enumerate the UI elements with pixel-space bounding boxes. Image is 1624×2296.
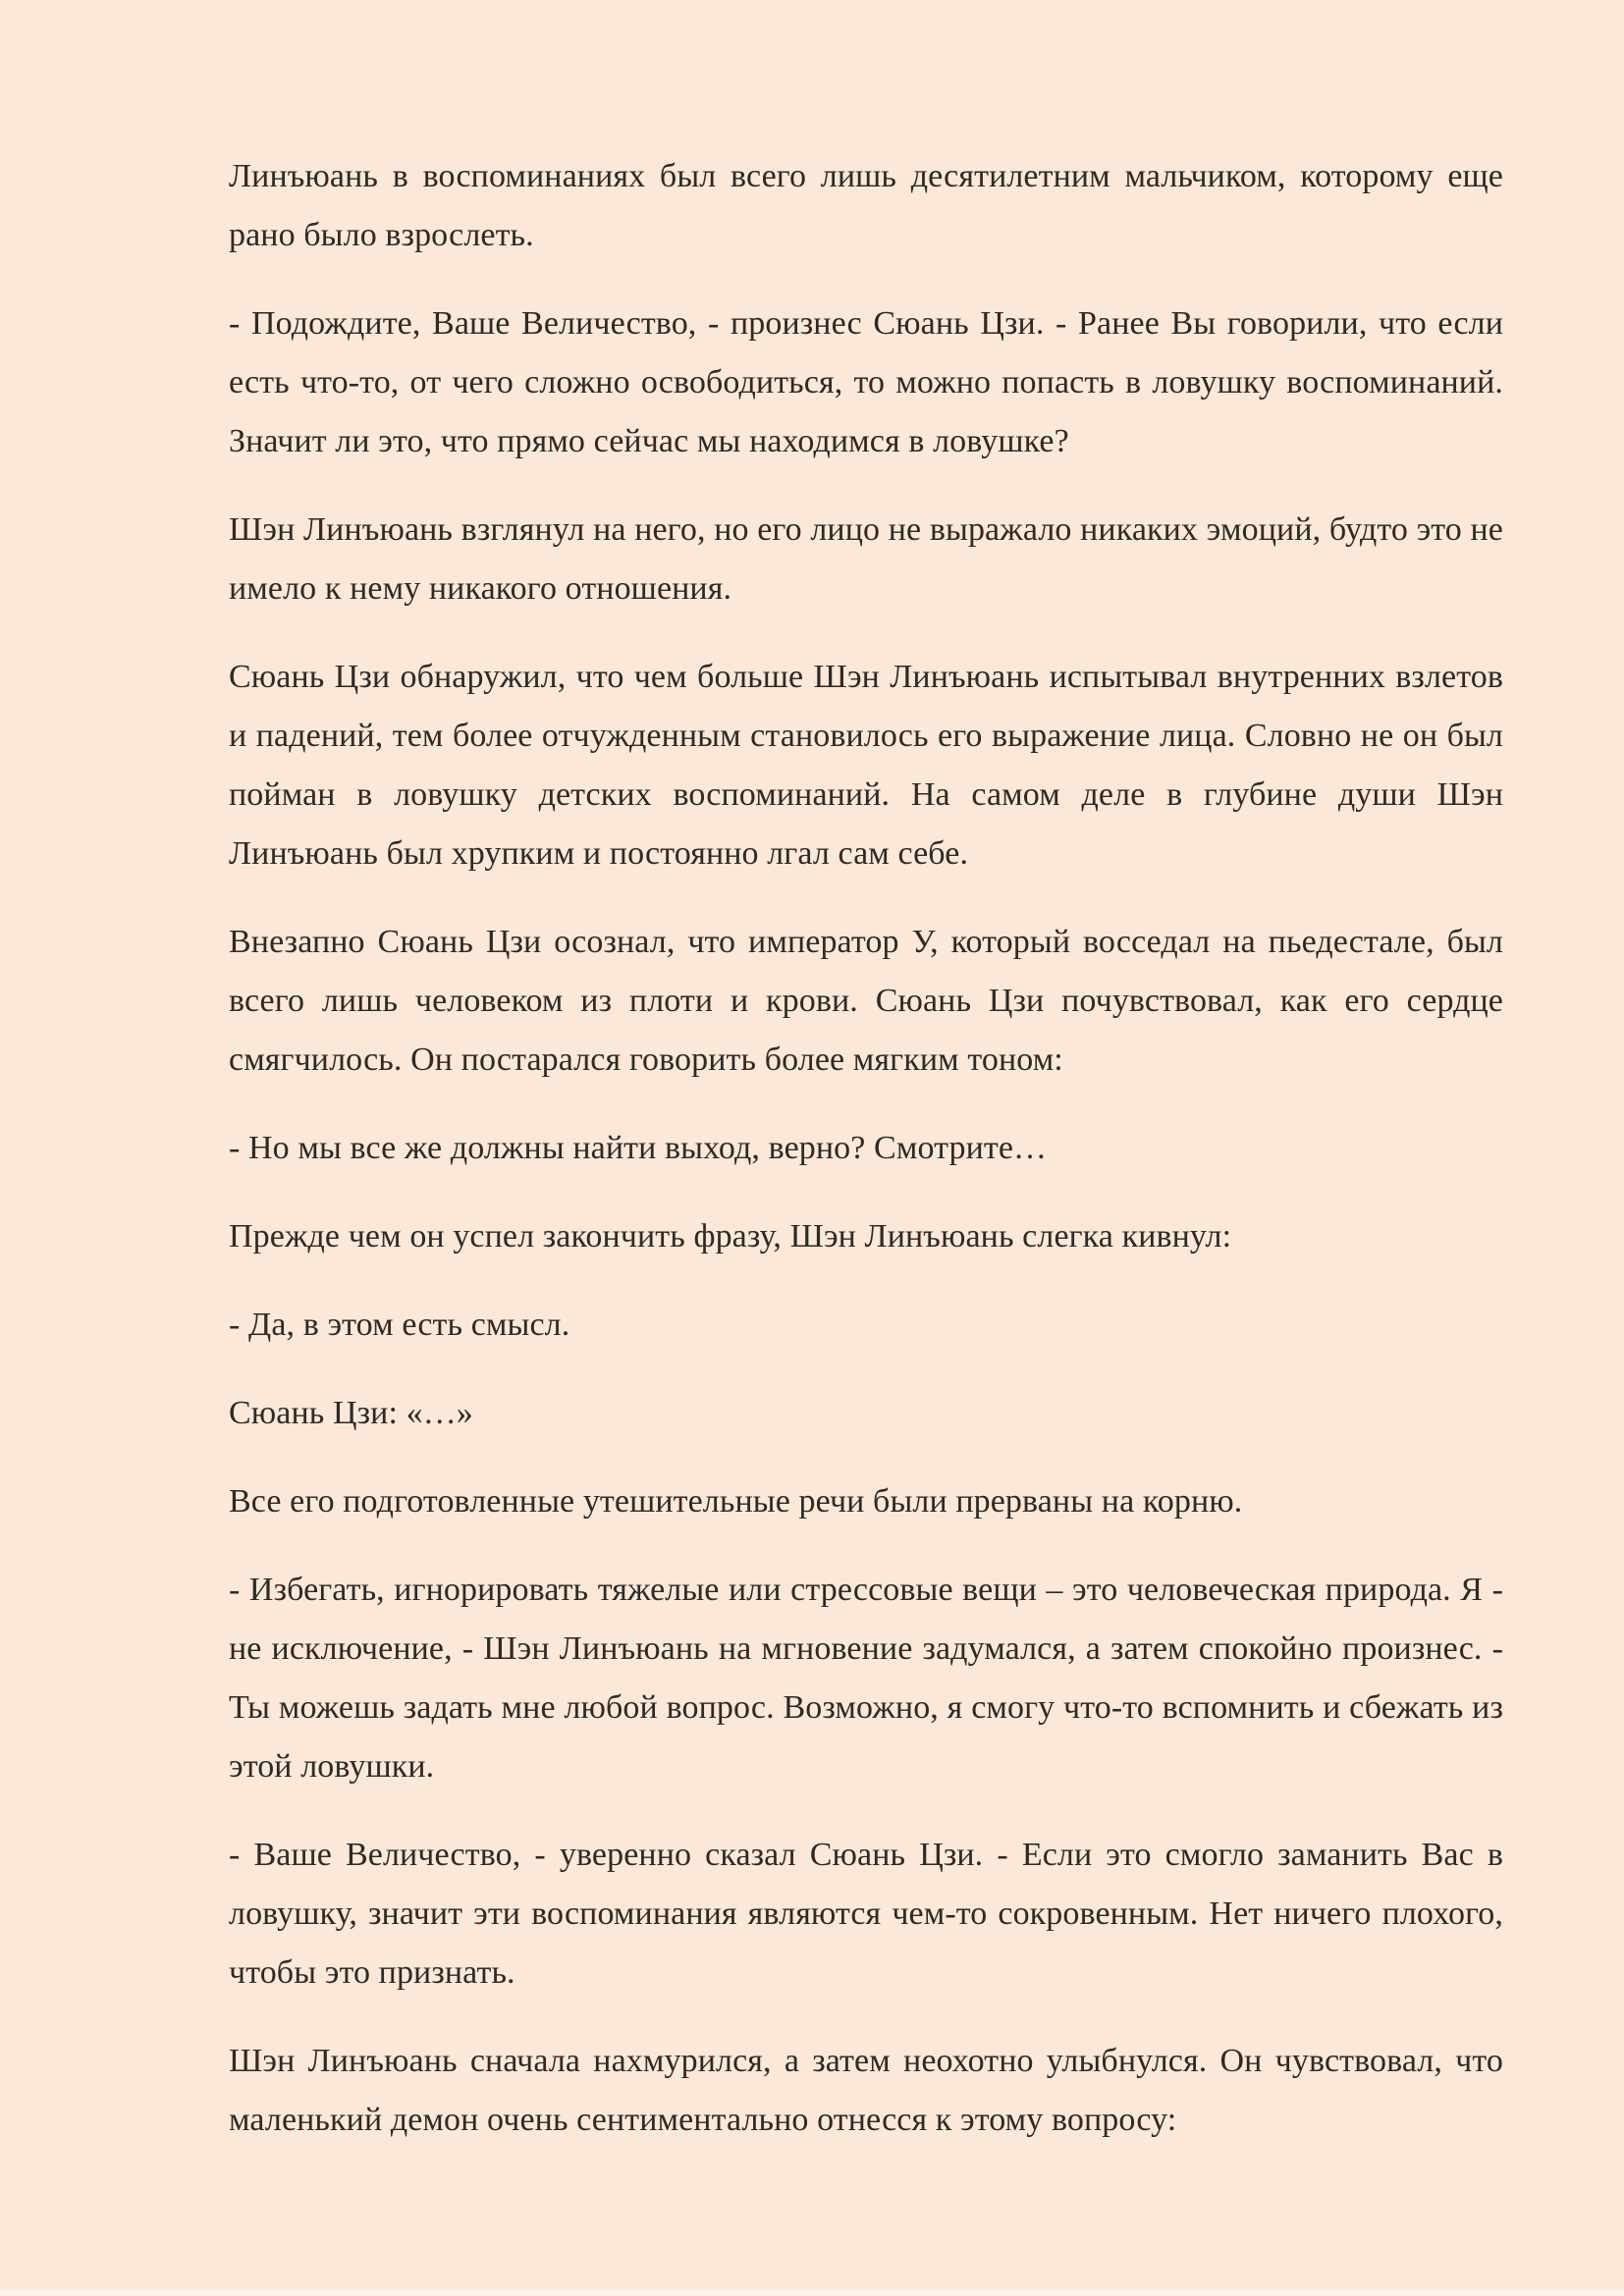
text-column — [229, 147, 1503, 2150]
paragraph: Прежде чем он успел закончить фразу, Шэн Линъюань слегка кивнул: — [229, 1218, 1232, 1255]
paragraph: Внезапно Сюань Цзи осознал, что император У, который восседал на пьедестале, был всего лишь человеком из плоти и крови. Сюань Цзи почувствовал, как его сердце смягчилось. Он постарался говорить более мягким тоном: — [229, 924, 1503, 1078]
paragraph: - Избегать, игнорировать тяжелые или стрессовые вещи – это человеческая природа. Я - не исключение, - Шэн Линъюань на мгновение задумался, а затем спокойно произнес. - Ты можешь задать мне любой вопрос. Возможно, я смогу что-то вспомнить и сбежать из этой ловушки. — [229, 1572, 1503, 1785]
paragraph: Сюань Цзи обнаружил, что чем больше Шэн Линъюань испытывал внутренних взлетов и падений, тем более отчужденным становилось его выражение лица. Словно не он был пойман в ловушку детских воспоминаний. На самом деле в глубине души Шэн Линъюань был хрупким и постоянно лгал сам себе. — [229, 659, 1503, 872]
paragraph: Шэн Линъюань взглянул на него, но его лицо не выражало никаких эмоций, будто это не имело к нему никакого отношения. — [229, 511, 1503, 607]
paragraph: - Ваше Величество, - уверенно сказал Сюань Цзи. - Если это смогло заманить Вас в ловушку, значит эти воспоминания являются чем-то сокровенным. Нет ничего плохого, чтобы это признать. — [229, 1837, 1503, 1991]
paragraph: Шэн Линъюань сначала нахмурился, а затем неохотно улыбнулся. Он чувствовал, что маленький демон очень сентиментально отнесся к этому вопросу: — [229, 2043, 1503, 2138]
paragraph: - Да, в этом есть смысл. — [229, 1307, 570, 1343]
page-bottom-strip — [0, 2290, 1624, 2296]
paragraph: - Но мы все же должны найти выход, верно? Смотрите… — [229, 1130, 1048, 1166]
paragraph: Все его подготовленные утешительные речи были прерваны на корню. — [229, 1483, 1243, 1520]
paragraph: Сюань Цзи: «…» — [229, 1395, 473, 1431]
paragraph: Линъюань в воспоминаниях был всего лишь десятилетним мальчиком, которому еще рано было взрослеть. — [229, 158, 1503, 253]
paragraph: - Подождите, Ваше Величество, - произнес Сюань Цзи. - Ранее Вы говорили, что если есть что-то, от чего сложно освободиться, то можно попасть в ловушку воспоминаний. Значит ли это, что прямо сейчас мы находимся в ловушке? — [229, 305, 1503, 459]
